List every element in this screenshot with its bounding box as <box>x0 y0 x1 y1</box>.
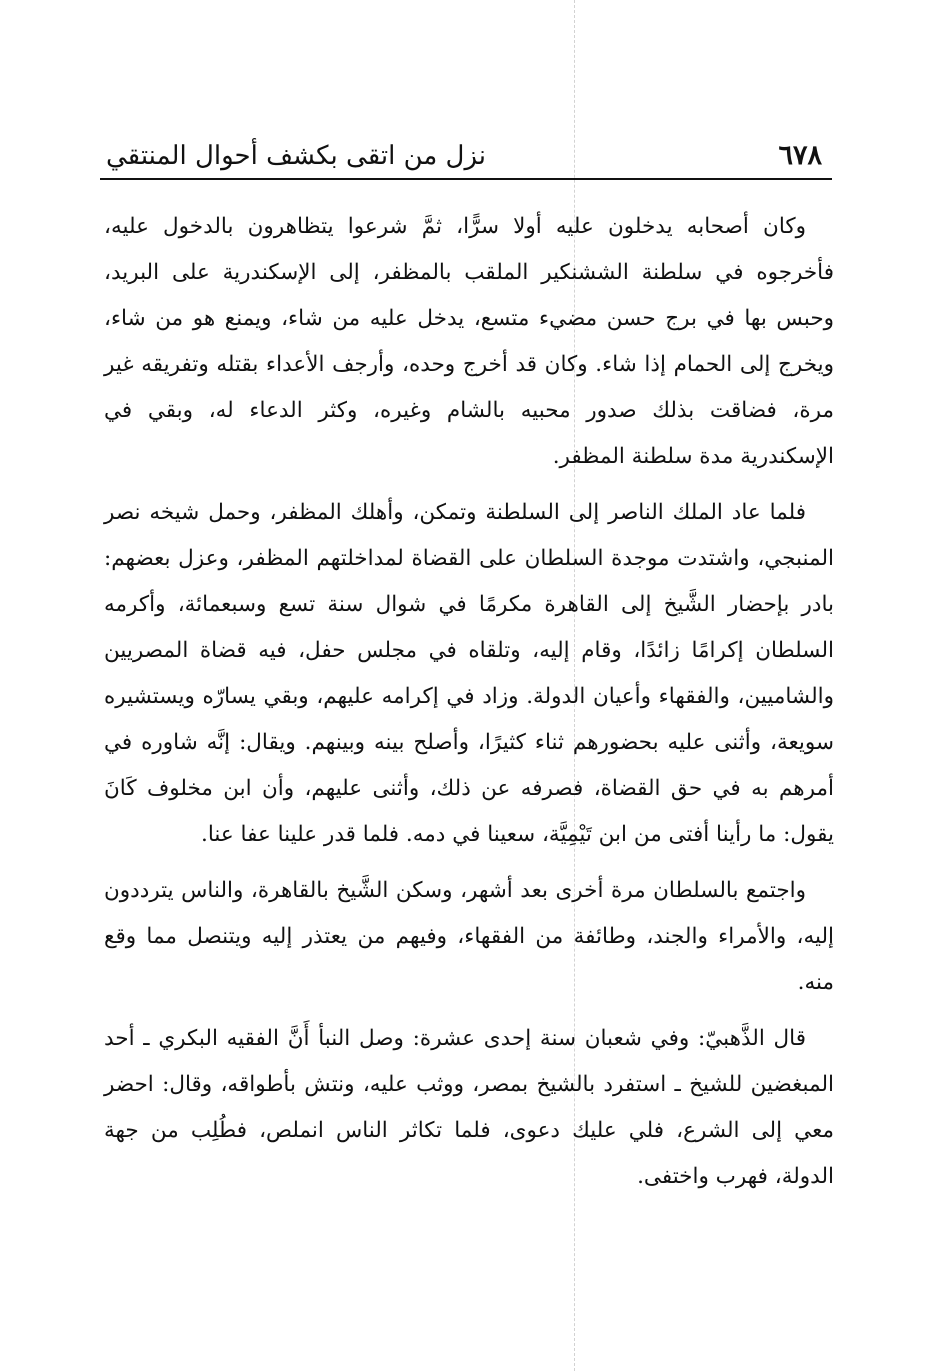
paragraph-2: فلما عاد الملك الناصر إلى السلطنة وتمكن، وأهلك المظفر، وحمل شيخه نصر المنبجي، واشتدت موجدة السلطان على القضاة لمداخلتهم المظفر، وعزل بعضهم: بادر بإحضار الشَّيخ إلى القاهرة مكرمًا في شوال سنة تسع وسبعمائة، وأكرمه السلطان إكرامًا زائدًا، وقام إليه، وتلقاه في مجلس حفل، فيه قضاة المصريين والشاميين، والفقهاء وأعيان الدولة. وزاد في إكرامه عليهم، وبقي يسارّه ويستشيره سويعة، وأثنى عليه بحضورهم ثناء كثيرًا، وأصلح بينه وبينهم. ويقال: إنَّه شاوره في أمرهم به في حق القضاة، فصرفه عن ذلك، وأثنى عليهم، وأن ابن مخلوف كَانَ يقول: ما رأينا أفتى من ابن تَيْمِيَّة، سعينا في دمه. فلما قدر علينا عفا عنا. <box>104 500 834 847</box>
body-text <box>104 204 834 1210</box>
page-number: ٦٧٨ <box>778 140 822 171</box>
book-title: نزل من اتقى بكشف أحوال المنتقي <box>106 141 487 171</box>
page-header <box>100 138 832 180</box>
paragraph-1: وكان أصحابه يدخلون عليه أولا سرًّا، ثمَّ شرعوا يتظاهرون بالدخول عليه، فأخرجوه في سلطنة الششنكير الملقب بالمظفر، إلى الإسكندرية على البريد، وحبس بها في برج حسن مضيء متسع، يدخل عليه من شاء، ويمنع هو من شاء، ويخرج إلى الحمام إذا شاء. وكان قد أخرج وحده، وأرجف الأعداء بقتله وتفريقه غير مرة، فضاقت بذلك صدور محبيه بالشام وغيره، وكثر الدعاء له، وبقي في الإسكندرية مدة سلطنة المظفر. <box>104 214 834 469</box>
paragraph-3: واجتمع بالسلطان مرة أخرى بعد أشهر، وسكن الشَّيخ بالقاهرة، والناس يترددون إليه، والأمراء والجند، وطائفة من الفقهاء، وفيهم من يعتذر إليه ويتنصل مما وقع منه. <box>104 878 834 995</box>
paragraph-4: قال الذَّهبيّ: وفي شعبان سنة إحدى عشرة: وصل النبأ أَنَّ الفقيه البكري ـ أحد المبغضين للشيخ ـ استفرد بالشيخ بمصر، ووثب عليه، ونتش بأطواقه، وقال: احضر معي إلى الشرع، فلي عليك دعوى، فلما تكاثر الناس انملص، فطُلِب من جهة الدولة، فهرب واختفى. <box>104 1026 834 1189</box>
